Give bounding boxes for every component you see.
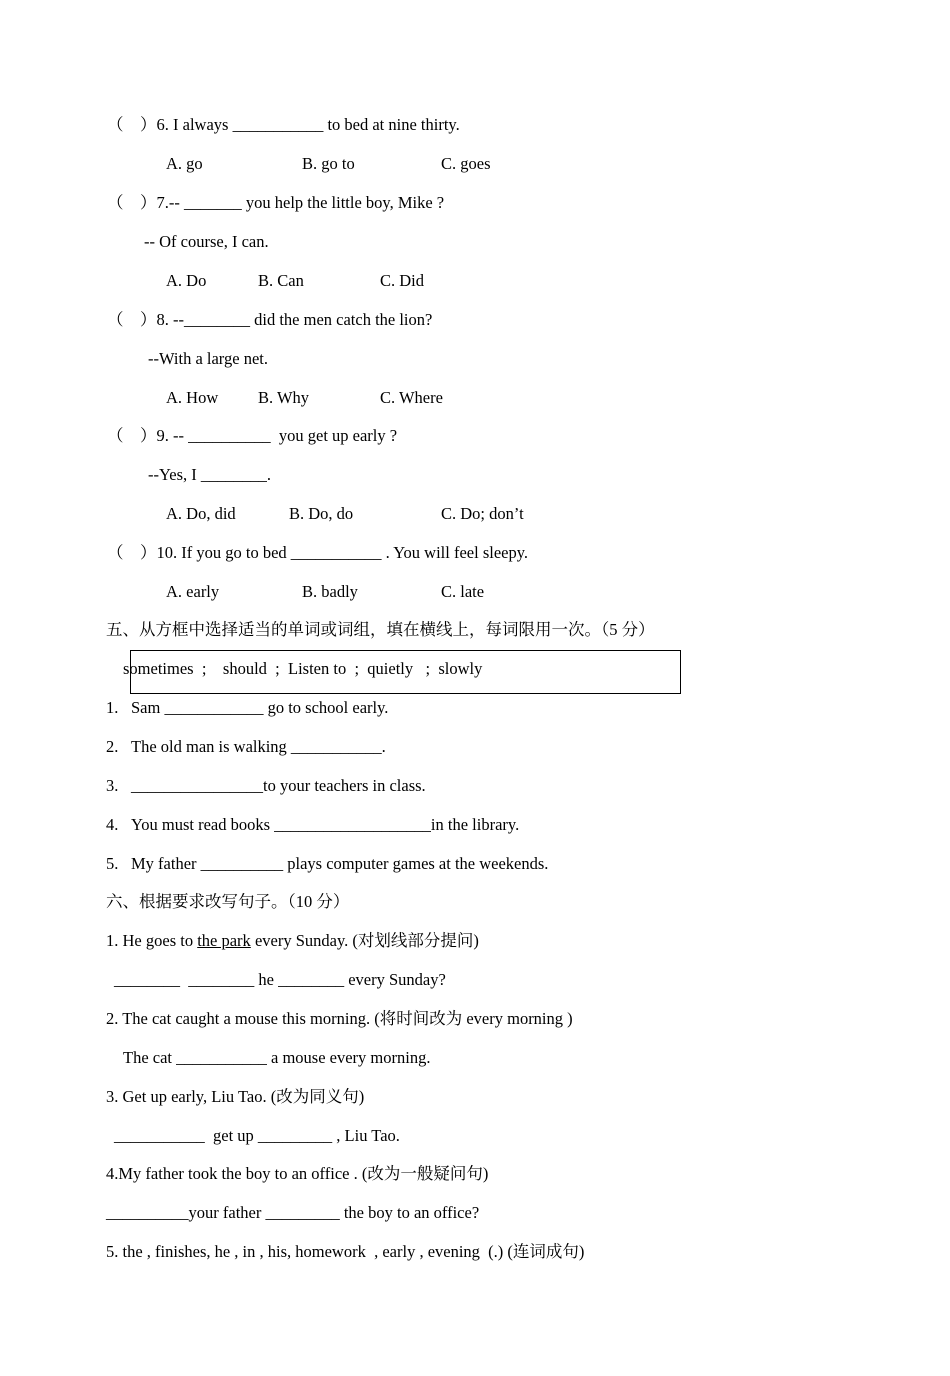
question-10-stem: （ ）10. If you go to bed ___________ . You will feel sleepy. (107, 543, 529, 562)
question-9-option-a: A. Do, did (166, 504, 236, 523)
question-9-stem: （ ）9. -- __________ you get up early ? (107, 426, 398, 445)
question-7-answer: -- Of course, I can. (144, 232, 269, 251)
question-8-answer: --With a large net. (148, 349, 268, 368)
section-5-item-2-text: The old man is walking ___________. (131, 737, 386, 756)
question-8-option-c: C. Where (380, 388, 443, 407)
question-9-answer: --Yes, I ________. (148, 465, 271, 484)
section-6-answer-3: ___________ get up _________ , Liu Tao. (114, 1126, 400, 1145)
section-5-item-3-text: ________________to your teachers in class. (131, 776, 426, 795)
section-5-item-4-number: 4. (106, 815, 119, 834)
section-6-sentence-2: 2. The cat caught a mouse this morning. (将时间改为 every morning ) (106, 1009, 573, 1028)
question-8-option-a: A. How (166, 388, 219, 407)
section-5-item-5-number: 5. (106, 854, 119, 873)
question-6-option-a: A. go (166, 154, 203, 173)
section-6-sentence-3: 3. Get up early, Liu Tao. (改为同义句) (106, 1087, 365, 1106)
question-9-option-b: B. Do, do (289, 504, 354, 523)
question-6-option-b: B. go to (302, 154, 355, 173)
question-7-option-b: B. Can (258, 271, 304, 290)
question-7-stem: （ ）7.-- _______ you help the little boy, Mike ? (107, 193, 445, 212)
section-6-sentence-5: 5. the , finishes, he , in , his, homework , early , evening (.) (连词成句) (106, 1242, 585, 1261)
question-7-option-a: A. Do (166, 271, 207, 290)
question-9-option-c: C. Do; don’t (441, 504, 524, 523)
section-5-item-1-text: Sam ____________ go to school early. (131, 698, 389, 717)
sentence-1-pre: 1. He goes to (106, 931, 198, 950)
section-6-answer-4: __________your father _________ the boy to an office? (106, 1203, 480, 1222)
word-box-text: sometimes ; should ; Listen to ; quietly ; slowly (123, 659, 483, 678)
section-6-answer-1: ________ ________ he ________ every Sunday? (114, 970, 446, 989)
section-5-title: 五、从方框中选择适当的单词或词组，填在横线上，每词限用一次。（5 分） (106, 620, 655, 639)
section-5-item-2-number: 2. (106, 737, 119, 756)
section-5-item-1-number: 1. (106, 698, 119, 717)
question-10-option-a: A. early (166, 582, 220, 601)
section-5-item-4-text: You must read books ___________________in the library. (131, 815, 520, 834)
question-6-option-c: C. goes (441, 154, 491, 173)
section-5-item-5-text: My father __________ plays computer games at the weekends. (131, 854, 549, 873)
section-5-item-3-number: 3. (106, 776, 119, 795)
question-8-stem: （ ）8. --________ did the men catch the lion? (107, 310, 433, 329)
question-6-stem: （ ）6. I always ___________ to bed at nine thirty. (107, 115, 460, 134)
question-10-option-c: C. late (441, 582, 485, 601)
section-6-sentence-1 (106, 931, 479, 951)
section-6-sentence-4: 4.My father took the boy to an office . (改为一般疑问句) (106, 1164, 489, 1183)
sentence-1-post: every Sunday. (对划线部分提问) (250, 931, 479, 950)
sentence-1-underlined: the park (197, 931, 251, 950)
section-6-answer-2: The cat ___________ a mouse every morning. (123, 1048, 431, 1067)
question-10-option-b: B. badly (302, 582, 358, 601)
question-8-option-b: B. Why (258, 388, 310, 407)
question-7-option-c: C. Did (380, 271, 425, 290)
section-6-title: 六、根据要求改写句子。（10 分） (106, 892, 350, 911)
